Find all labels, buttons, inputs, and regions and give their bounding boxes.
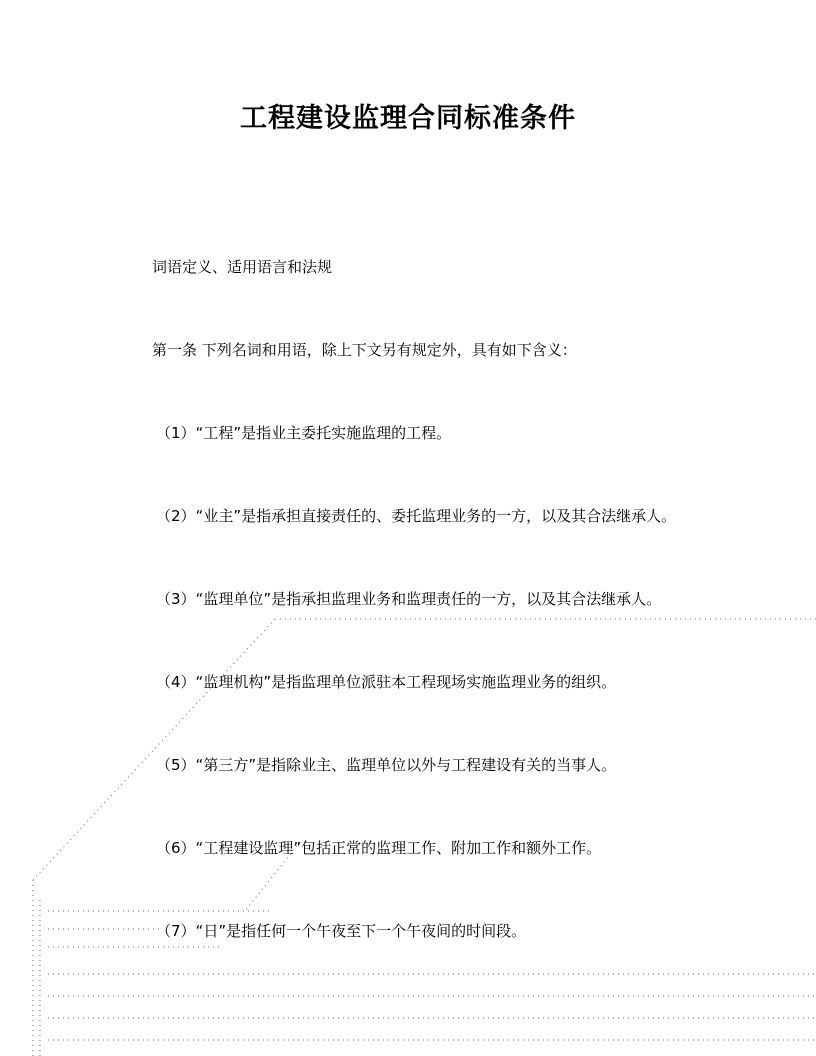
document-title: 工程建设监理合同标准条件	[240, 103, 576, 134]
definition-item-7: （7）“日”是指任何一个午夜至下一个午夜间的时间段。	[156, 922, 527, 940]
section-heading: 词语定义、适用语言和法规	[152, 258, 333, 276]
definition-item-4: （4）“监理机构”是指监理单位派驻本工程现场实施监理业务的组织。	[156, 673, 617, 691]
definition-item-2: （2）“业主”是指承担直接责任的、委托监理业务的一方，以及其合法继承人。	[156, 507, 677, 525]
definition-item-3: （3）“监理单位”是指承担监理业务和监理责任的一方，以及其合法继承人。	[156, 590, 662, 608]
definition-item-5: （5）“第三方”是指除业主、监理单位以外与工程建设有关的当事人。	[156, 756, 617, 774]
article-1-intro: 第一条 下列名词和用语，除上下文另有规定外，具有如下含义：	[152, 341, 577, 359]
definition-item-6: （6）“工程建设监理”包括正常的监理工作、附加工作和额外工作。	[156, 839, 602, 857]
definition-item-1: （1）“工程”是指业主委托实施监理的工程。	[156, 424, 452, 442]
